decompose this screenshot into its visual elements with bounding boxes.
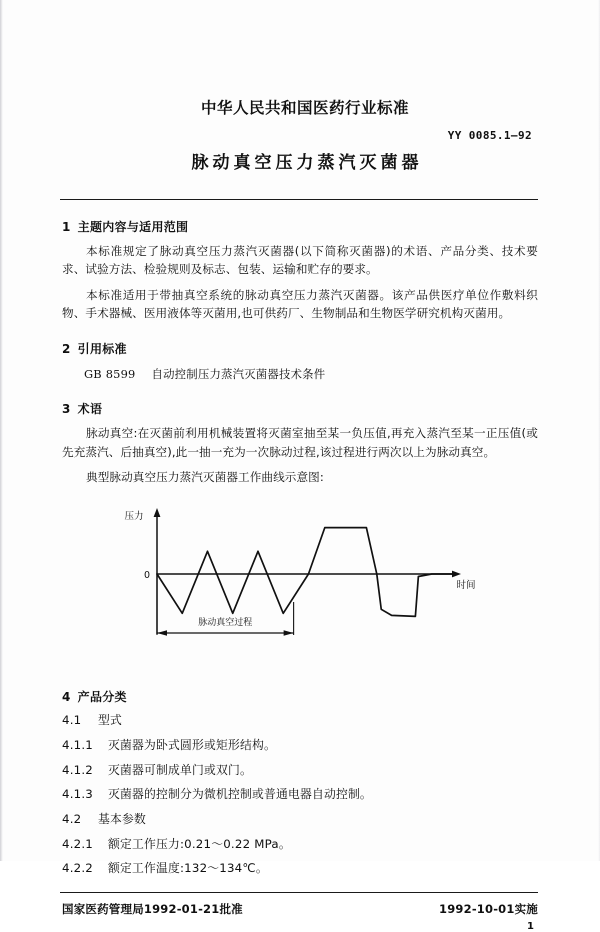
pressure-curve [157,528,454,617]
clause-4-1 [62,712,538,730]
section-1-paragraph-2: 本标准适用于带抽真空系统的脉动真空压力蒸汽灭菌器。该产品供医疗单位作敷料织物、手术器械、医用液体等灭菌用,也可供药厂、生物制品和生物医学研究机构灭菌用。 [62,287,538,320]
clause-4-2-1 [62,836,538,854]
clause-number: 4.2.2 [62,861,94,876]
section-number-4: 4 [62,690,71,705]
header-divider [60,199,538,200]
y-axis-label: 压力 [124,511,144,523]
document-title: 脉动真空压力蒸汽灭菌器 [191,153,423,173]
clause-text: 额定工作温度:132～134℃。 [108,861,268,876]
y-axis-arrowhead [154,508,161,517]
section-3-paragraph-1: 脉动真空:在灭菌前利用机械装置将灭菌室抽至某一负压值,再充入蒸汽至某一正压值(或先充蒸汽、后抽真空),此一抽一充为一次脉动过程,该过程进行两次以上为脉动真空。 [62,426,538,459]
clause-list [62,712,538,878]
section-1-paragraph-1: 本标准规定了脉动真空压力蒸汽灭菌器(以下简称灭菌器)的术语、产品分类、技术要求、试验方法、检验规则及标志、包装、运输和贮存的要求。 [62,244,538,277]
bracket-arrow-right [284,630,294,636]
bracket-arrow-left [157,630,167,636]
process-annotation-label: 脉动真空过程 [198,618,253,629]
scan-edge-left [0,0,3,861]
clause-text: 基本参数 [98,811,146,826]
section-title-1: 主题内容与适用范围 [77,220,189,234]
standard-number: YY 0085.1—92 [447,129,532,142]
section-title-2: 引用标准 [77,342,127,357]
section-title-4: 产品分类 [77,690,127,705]
clause-number: 4.2 [62,811,82,826]
pressure-time-chart [62,502,482,667]
clause-text: 型式 [98,713,122,728]
footer-divider [60,892,538,893]
approval-statement: 国家医药管理局1992-01-21批准 [62,902,243,916]
section-heading-1 [62,218,538,235]
section-number-2: 2 [62,342,71,357]
pressure-time-curve-figure [62,502,538,670]
clause-text: 灭菌器可制成单门或双门。 [108,762,252,777]
reference-code: GB 8599 [84,367,136,382]
clause-4-1-3 [62,786,538,804]
section-title-3: 术语 [77,402,103,417]
section-heading-4 [62,688,538,705]
clause-number: 4.2.1 [62,836,94,851]
issuing-organization: 中华人民共和国医药行业标准 [200,99,409,117]
clause-4-1-2 [62,762,538,780]
clause-4-1-1 [62,737,538,755]
x-axis-label: 时间 [456,580,476,592]
section-number-1: 1 [62,220,71,234]
section-heading-3 [62,400,538,417]
clause-text: 灭菌器为卧式圆形或矩形结构。 [108,737,276,752]
normative-reference [62,366,538,382]
implementation-statement: 1992-10-01实施 [439,902,538,916]
page-content [62,0,538,932]
clause-text: 额定工作压力:0.21～0.22 MPa。 [108,836,291,851]
figure-caption: 典型脉动真空压力蒸汽灭菌器工作曲线示意图: [86,469,324,484]
clause-number: 4.1.2 [62,762,94,777]
section-number-3: 3 [62,402,71,417]
clause-4-2-2 [62,860,538,878]
origin-label: 0 [143,570,151,582]
page-footer [62,901,538,917]
section-heading-2 [62,340,538,357]
clause-number: 4.1 [62,713,82,728]
page-number: 1 [527,921,534,932]
clause-4-2 [62,811,538,829]
clause-number: 4.1.3 [62,787,94,802]
clause-number: 4.1.1 [62,737,94,752]
reference-title: 自动控制压力蒸汽灭菌器技术条件 [151,367,326,382]
clause-text: 灭菌器的控制分为微机控制或普通电器自动控制。 [108,787,372,802]
